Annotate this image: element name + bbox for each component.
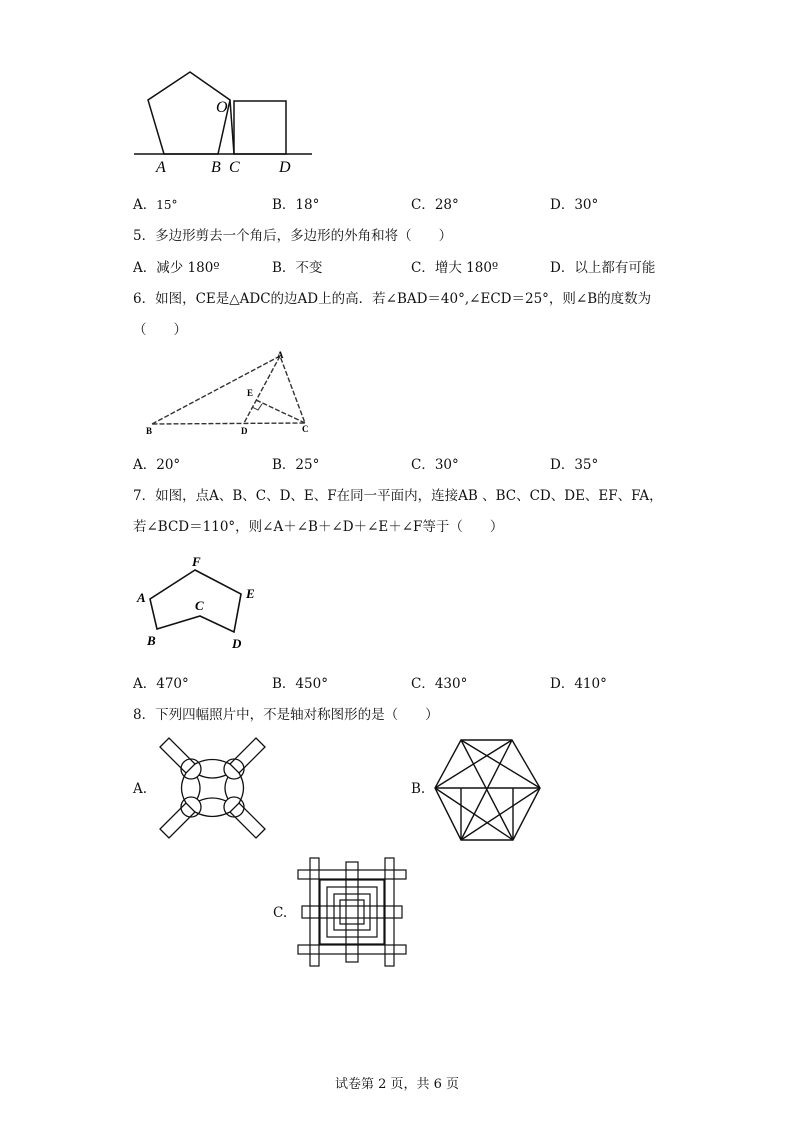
q7-label-e: E	[246, 586, 255, 601]
q8-label-b[interactable]: B.	[411, 781, 426, 797]
q8-stem: 8．下列四幅照片中，不是轴对称图形的是（ ）	[133, 707, 439, 723]
q4-option-a[interactable]: A．15°	[133, 197, 178, 213]
q7-option-d[interactable]: D．410°	[550, 676, 607, 692]
q8-label-a[interactable]: A.	[133, 781, 148, 797]
q8-figure-b	[430, 735, 545, 843]
q4-option-b[interactable]: B．18°	[272, 197, 320, 213]
q8-figure-a	[155, 733, 270, 843]
q6-figure	[140, 350, 320, 440]
q7-label-b: B	[147, 633, 156, 648]
q6-label-c: C	[302, 424, 309, 434]
q4-options	[133, 193, 753, 215]
q7-label-a: A	[137, 590, 146, 605]
q4-option-c[interactable]: C．28°	[411, 197, 459, 213]
q4-label-c: C	[229, 159, 240, 176]
q4-label-a: A	[156, 159, 166, 176]
q7-option-b[interactable]: B．450°	[272, 676, 328, 692]
page-footer: 试卷第 2 页，共 6 页	[334, 1077, 460, 1092]
q7-option-c[interactable]: C．430°	[411, 676, 468, 692]
q6-option-b[interactable]: B．25°	[272, 457, 320, 473]
q6-label-b: B	[146, 426, 153, 436]
q7-stem-2: 若∠BCD＝110°，则∠A＋∠B＋∠D＋∠E＋∠F等于（ ）	[133, 519, 504, 535]
q7-stem: 7．如图，点A、B、C、D、E、F在同一平面内，连接AB 、BC、CD、DE、EF、FA，	[133, 488, 663, 504]
q6-option-d[interactable]: D．35°	[550, 457, 599, 473]
q5-stem: 5．多边形剪去一个角后，多边形的外角和将（ ）	[133, 228, 453, 244]
q8-figure-c	[296, 856, 408, 968]
q7-label-d: D	[232, 636, 242, 651]
q5-option-c[interactable]: C．增大 180º	[411, 260, 499, 276]
q5-option-d[interactable]: D．以上都有可能	[550, 260, 656, 276]
q4-option-d[interactable]: D．30°	[550, 197, 599, 213]
q8-label-c[interactable]: C.	[273, 905, 288, 921]
q7-options	[133, 672, 753, 694]
q6-label-e: E	[247, 388, 254, 398]
q6-option-a[interactable]: A．20°	[133, 457, 181, 473]
q5-option-a[interactable]: A．减少 180º	[133, 260, 220, 276]
q7-label-c: C	[195, 598, 204, 613]
q7-label-f: F	[192, 554, 201, 569]
q5-options	[133, 256, 753, 278]
q6-label-a: A	[277, 350, 284, 360]
q7-option-a[interactable]: A．470°	[133, 676, 189, 692]
q6-options	[133, 453, 753, 475]
q4-label-o: O	[216, 99, 228, 116]
q6-label-d: D	[241, 426, 248, 436]
q7-figure	[130, 550, 280, 655]
q4-label-b: B	[211, 159, 221, 176]
q6-option-c[interactable]: C．30°	[411, 457, 459, 473]
q5-option-b[interactable]: B．不变	[272, 260, 323, 276]
q6-stem: 6．如图，CE是△ADC的边AD上的高．若∠BAD＝40°,∠ECD＝25°，则∠B的度数为	[133, 291, 652, 307]
q4-figure	[130, 68, 320, 180]
q6-stem-paren: （ ）	[133, 322, 187, 338]
q4-label-d: D	[279, 159, 291, 176]
